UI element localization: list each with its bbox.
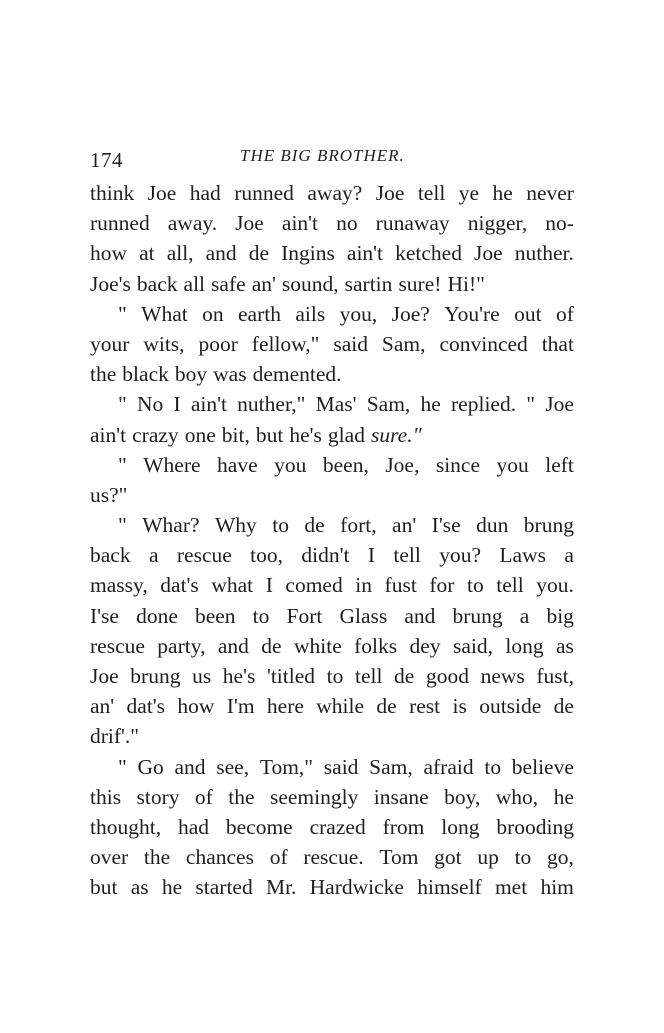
word: for <box>429 573 455 598</box>
word: to <box>466 573 484 598</box>
word: and <box>205 241 237 266</box>
word: to <box>252 603 270 628</box>
word: you <box>274 452 307 477</box>
word: too, <box>250 543 284 568</box>
word: replied. <box>451 392 517 417</box>
word: safe <box>211 271 246 296</box>
text-line <box>90 178 574 208</box>
word: ain't <box>190 392 227 417</box>
word: white <box>293 633 342 658</box>
text-line <box>90 269 574 299</box>
word: ain't <box>90 422 127 447</box>
word: fust <box>384 573 417 598</box>
word: never <box>526 181 574 205</box>
word: you. <box>536 573 574 598</box>
word: comed <box>285 573 343 598</box>
word: Tom <box>379 845 419 870</box>
word: runned <box>234 181 294 205</box>
word: Why <box>214 513 257 538</box>
word: wits, <box>143 331 185 356</box>
word: I <box>173 392 181 417</box>
word: to <box>484 754 502 779</box>
word: runaway <box>375 211 450 236</box>
word: didn't <box>301 543 350 568</box>
word: this <box>90 784 122 809</box>
word: on <box>202 301 224 326</box>
word: of <box>555 301 574 326</box>
word: I'se <box>431 513 461 538</box>
word: outside <box>479 694 542 719</box>
word: he <box>161 875 183 900</box>
word: 'titled <box>266 664 316 688</box>
word: ye <box>458 181 480 205</box>
word: crazy <box>132 422 179 447</box>
word: poor <box>198 331 238 356</box>
word: back <box>90 543 131 568</box>
word: believe <box>511 754 574 779</box>
word: here <box>266 694 304 719</box>
word: was <box>213 362 247 387</box>
word: You're <box>444 301 500 326</box>
word: he's <box>222 664 256 688</box>
word: crazed <box>309 814 366 839</box>
text-line <box>90 480 574 510</box>
word: Ingins <box>281 241 335 266</box>
word: de <box>304 513 325 538</box>
word: Sam, <box>369 754 413 779</box>
word: in <box>355 573 372 598</box>
word: Sam, <box>366 392 411 417</box>
word: ain't <box>346 241 384 266</box>
word: ails <box>295 301 326 326</box>
text-line <box>90 510 574 540</box>
word: sure! <box>398 271 442 296</box>
word: bit, <box>221 422 250 447</box>
word: glad <box>327 422 365 447</box>
word: afraid <box>423 754 474 779</box>
word: of <box>194 784 213 809</box>
word: drif'." <box>90 724 140 749</box>
word: that <box>541 331 574 356</box>
body-text <box>90 178 574 903</box>
word: us?" <box>90 482 128 507</box>
word: he <box>420 392 441 417</box>
word: him <box>540 875 574 900</box>
page-header <box>90 142 572 172</box>
word: thought, <box>90 814 162 839</box>
text-line <box>90 812 574 842</box>
word: convinced <box>439 331 528 356</box>
word: been <box>194 603 236 628</box>
word: runned <box>90 211 150 236</box>
word: had <box>189 181 221 205</box>
page-number: 174 <box>90 148 123 172</box>
word: Laws <box>499 543 546 568</box>
word: ain't <box>281 211 319 236</box>
word: one <box>184 422 216 447</box>
word: Joe <box>90 664 119 688</box>
word: us <box>192 664 212 688</box>
word: Joe, <box>385 452 420 477</box>
word: brung <box>452 603 503 628</box>
word: brung <box>523 513 574 538</box>
word: I <box>265 573 273 598</box>
word: Joe <box>375 181 405 205</box>
text-line <box>90 299 574 329</box>
word: at <box>139 241 155 266</box>
word: to <box>514 845 532 870</box>
word: a <box>564 543 574 568</box>
word: fort, <box>340 513 377 538</box>
word: got <box>434 845 462 870</box>
word: fust, <box>536 664 574 688</box>
word: rest <box>409 694 441 719</box>
word: dat's <box>160 573 199 598</box>
text-line <box>90 570 574 600</box>
word: " <box>118 301 127 326</box>
word: rescue <box>90 633 145 658</box>
word: as <box>130 875 149 900</box>
word: Joe <box>147 181 177 205</box>
word: " <box>118 754 127 779</box>
word: over <box>90 845 129 870</box>
word: black <box>122 362 169 387</box>
word: " <box>118 452 127 477</box>
word: chances <box>185 845 254 870</box>
word: Joe <box>235 211 264 236</box>
word: de <box>376 694 397 719</box>
word: tell <box>354 664 383 688</box>
word: Hi!" <box>447 271 485 296</box>
text-line <box>90 238 574 268</box>
word: to <box>272 513 289 538</box>
word: rescue <box>176 543 232 568</box>
word: he <box>553 784 574 809</box>
word: What <box>141 301 188 326</box>
word: as <box>556 633 574 658</box>
text-line <box>90 389 574 419</box>
word: met <box>494 875 528 900</box>
word: your <box>90 331 130 356</box>
word: Whar? <box>142 513 200 538</box>
word: what <box>211 573 254 598</box>
word: is <box>452 694 467 719</box>
word: demented. <box>252 362 342 387</box>
word: story <box>136 784 180 809</box>
word: from <box>382 814 425 839</box>
word: news <box>480 664 525 688</box>
word: a <box>519 603 530 628</box>
word: brooding <box>496 814 574 839</box>
word: boy <box>174 362 208 387</box>
word: seemingly <box>269 784 359 809</box>
word: " <box>118 392 127 417</box>
text-line <box>90 540 574 570</box>
text-line <box>90 359 574 389</box>
text-line <box>90 691 574 721</box>
word: dun <box>476 513 509 538</box>
word: become <box>225 814 293 839</box>
word: big <box>546 603 574 628</box>
word: away? <box>307 181 363 205</box>
word: who, <box>495 784 539 809</box>
word: while <box>316 694 365 719</box>
word: how <box>90 241 128 266</box>
word: Hardwicke <box>309 875 404 900</box>
word: No <box>136 392 164 417</box>
text-line <box>90 601 574 631</box>
word: dey <box>409 633 441 658</box>
word: Joe? <box>391 301 430 326</box>
word: started <box>195 875 253 900</box>
text-line <box>90 208 574 238</box>
word: out <box>514 301 542 326</box>
word: de <box>553 694 574 719</box>
word: back <box>136 271 178 296</box>
word: to <box>326 664 344 688</box>
text-line <box>90 329 574 359</box>
word: said <box>333 331 369 356</box>
word: long <box>441 814 480 839</box>
word: up <box>477 845 499 870</box>
text-line <box>90 661 574 691</box>
word: said <box>323 754 359 779</box>
word: a <box>148 543 159 568</box>
word: Where <box>143 452 201 477</box>
word: earth <box>238 301 281 326</box>
word: but <box>90 875 118 900</box>
word: long <box>505 633 544 658</box>
word: an' <box>392 513 417 538</box>
word: good <box>425 664 469 688</box>
word: Joe's <box>90 271 131 296</box>
word: party, <box>157 633 206 658</box>
word: Fort <box>286 603 323 628</box>
word: Joe <box>545 392 574 417</box>
word: of <box>269 845 288 870</box>
word: " <box>118 513 127 538</box>
word: de <box>261 633 282 658</box>
word: all, <box>166 241 194 266</box>
word: no <box>336 211 358 236</box>
word: left <box>545 452 574 477</box>
word: been, <box>322 452 369 477</box>
word: Mr. <box>265 875 297 900</box>
word: away. <box>167 211 218 236</box>
word: de <box>394 664 415 688</box>
word: tell <box>496 573 524 598</box>
text-line <box>90 842 574 872</box>
word: tell <box>417 181 446 205</box>
word: Glass <box>339 603 388 628</box>
word: done <box>136 603 178 628</box>
word: how <box>177 694 215 719</box>
word: but <box>255 422 284 447</box>
text-line <box>90 782 574 812</box>
word: massy, <box>90 573 148 598</box>
word: nuther," <box>237 392 306 417</box>
text-line <box>90 872 574 902</box>
word: you, <box>339 301 378 326</box>
word: himself <box>417 875 482 900</box>
word: think <box>90 181 135 205</box>
word: Tom," <box>259 754 314 779</box>
word: you <box>496 452 529 477</box>
word: de <box>248 241 270 266</box>
word: the <box>90 362 117 387</box>
word: he <box>492 181 513 205</box>
word: Sam, <box>381 331 426 356</box>
word: go, <box>547 845 574 870</box>
text-line <box>90 420 574 450</box>
word: the <box>228 784 255 809</box>
word: and <box>174 754 206 779</box>
text-line <box>90 721 574 751</box>
word: I'se <box>90 603 119 628</box>
word: rescue. <box>303 845 364 870</box>
word: the <box>143 845 171 870</box>
word: he's <box>289 422 322 447</box>
word: dat's <box>126 694 166 719</box>
word: nigger, <box>467 211 528 236</box>
word: and <box>217 633 249 658</box>
word: ketched <box>395 241 462 266</box>
word: fellow," <box>251 331 320 356</box>
text-line <box>90 450 574 480</box>
word: boy, <box>444 784 481 809</box>
running-head: THE BIG BROTHER. <box>240 146 405 165</box>
text-line <box>90 752 574 782</box>
word: said, <box>452 633 493 658</box>
text-line <box>90 631 574 661</box>
word: and <box>404 603 436 628</box>
word: insane <box>373 784 429 809</box>
word: you? <box>439 543 482 568</box>
word: an' <box>90 694 115 719</box>
word: sound, <box>281 271 339 296</box>
word: no- <box>545 211 574 236</box>
word: sartin <box>344 271 393 296</box>
word: all <box>183 271 206 296</box>
word: Joe <box>474 241 503 266</box>
word: had <box>177 814 209 839</box>
word: brung <box>130 664 181 688</box>
word: tell <box>393 543 421 568</box>
word: see, <box>216 754 250 779</box>
word: nuther. <box>514 241 574 266</box>
word: Go <box>137 754 164 779</box>
word: have <box>217 452 258 477</box>
word: I <box>367 543 376 568</box>
word: " <box>526 392 536 417</box>
word: Mas' <box>315 392 357 417</box>
word: sure." <box>370 422 422 447</box>
word: folks <box>354 633 398 658</box>
word: since <box>435 452 481 477</box>
word: I'm <box>226 694 255 719</box>
word: an' <box>251 271 276 296</box>
